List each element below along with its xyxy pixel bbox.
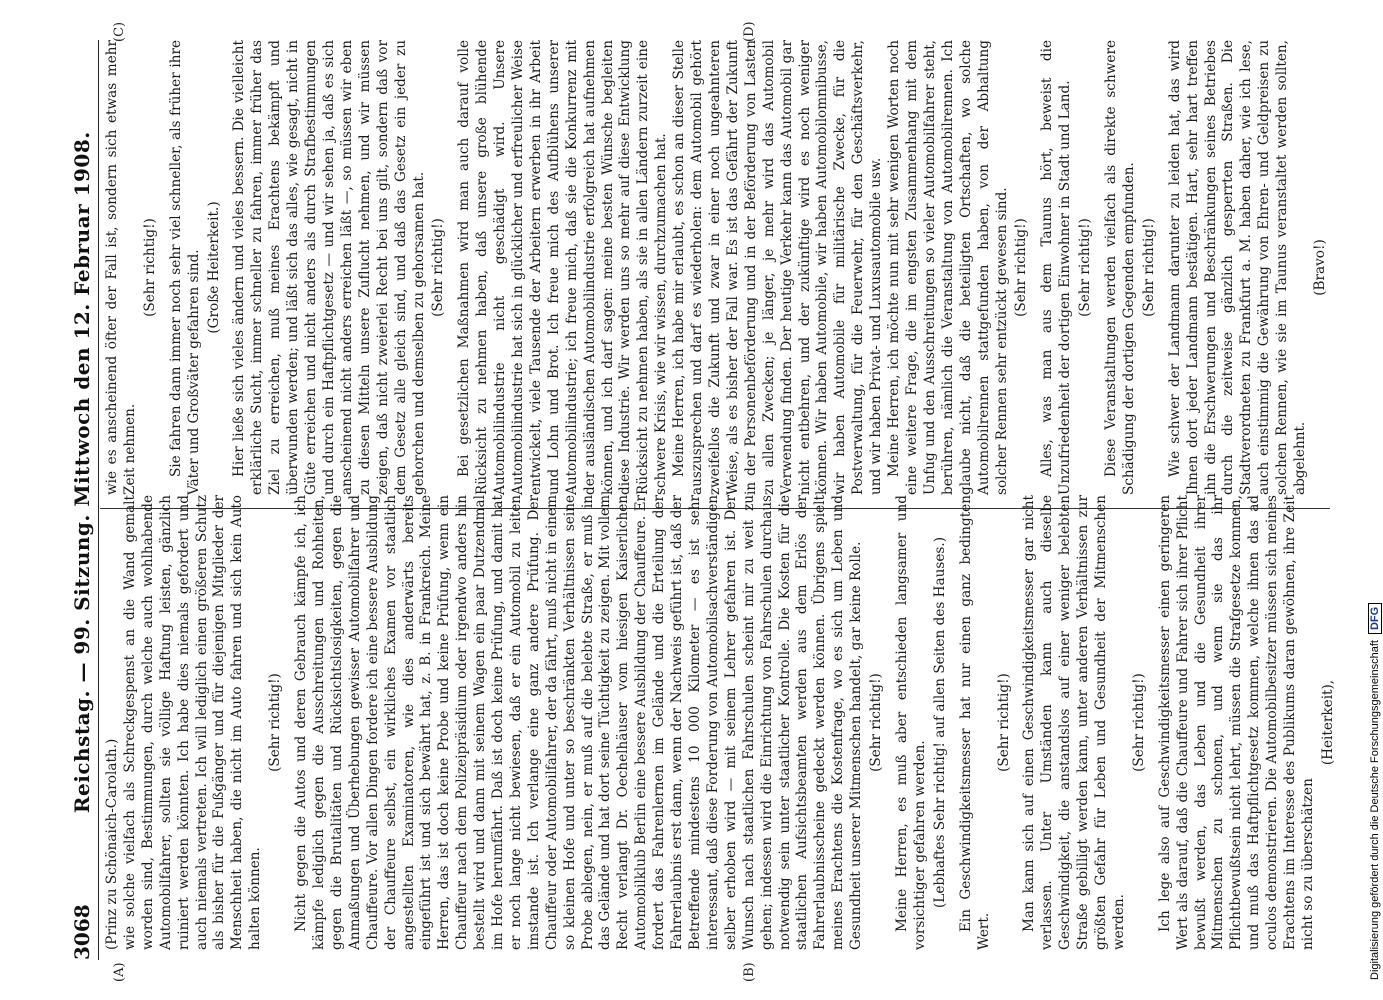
paragraph: Nicht gegen die Autos und deren Gebrauch kämpfe ich, ich kämpfe lediglich gegen die Ausschreitungen und Rohheiten, gegen die Brutalitäten und Rücksichtslosigkeiten, gegen die Anmaßungen und Überhebungen gewisser Automobilfahrer und Chauffeure. Vor allen Dingen fordere ich eine bessere Ausbildung der Chauffeure selbst, ein wirkliches Examen vor staatlich angestellten Examinatoren, wie dies anderwärts bereits eingeführt ist und sich bewährt hat, z. B. in Frankreich. Meine Herren, das ist doch keine Probe und keine Prüfung, wenn ein Chauffeur nach dem Polizeipräsidium oder irgendwo anders hin bestellt wird und dann mit seinem Wagen ein paar Dutzendmal im Hofe herumfährt. Daß ist doch keine Prüfung, und damit hat er noch lange nicht bewiesen, daß er ein Automobil zu leiten imstande ist. Ich verlange eine ganz andere Prüfung. Der Chauffeur oder Automobilfahrer, der da fährt, muß nicht in einem so kleinen Hofe und unter so beschränkten Verhältnissen seine Probe ablegen, nein, er muß auf die belebte Straße, er muß in das Gelände und hat dort seine Tüchtigkeit zu zeigen. Mit vollem Recht verlangt Dr. Oechelhäuser vom hiesigen Kaiserlichen Automobilklub Berlin eine bessere Ausbildung der Chauffeure. Er fordert das Fahrenlernen im Gelände und die Erteilung der Fahrerlaubnis erst dann, wenn der Nachweis geführt ist, daß der Betreffende mindestens 10 000 Kilometer — es ist sehr interessant, daß diese Forderung von Automobilsachverständigen selber erhoben wird — mit seinem Lehrer gefahren ist. Der Wunsch nach staatlichen Fahrschulen scheint mir zu weit zu gehen; indessen wird die Einrichtung von Fahrschulen durchaus notwendig sein unter staatlicher Kontrolle. Die Kosten für die staatlichen Aufsichtsbeamten werden aus dem Erlös der Fahrerlaubnisscheine gedeckt werden können. Übrigens spielt meines Erachtens die Kostenfrage, wo es sich um Leben und Gesundheit unserer Mitmenschen handelt, gar keine Rolle. <box>293 494 865 950</box>
interjection: (Sehr richtig!) <box>267 673 284 772</box>
credit-text: Digitalisierung gefördert durch die Deutsche Forschungsgemeinschaft <box>1369 640 1381 980</box>
interjection: (Heiterkeit), <box>1319 679 1336 766</box>
interjection: (Sehr richtig!) <box>995 673 1012 772</box>
interjection: (Sehr richtig!) <box>868 673 885 772</box>
paragraph: Meine Herren, es muß aber entschieden langsamer und vorsichtiger gefahren werden. <box>893 495 928 950</box>
interjection: (Sehr richtig!) <box>1013 218 1030 317</box>
left-column <box>104 495 1346 950</box>
paragraph: Alles, was man aus dem Taunus hört, beweist die Unzufriedenheit der dortigen Einwohner in Stadt und Land. <box>1039 40 1074 495</box>
interjection: (Große Heiterkeit.) <box>205 201 222 334</box>
page-header <box>64 40 94 960</box>
margin-marker-d: (D) <box>742 21 757 42</box>
printed-page-rotated <box>42 0 1342 1000</box>
paragraph: (Prinz zu Schönaich-Carolath.) <box>104 738 120 950</box>
paragraph: Meine Herren, ich möchte nun mit sehr wenigen Worten noch eine weitere Frage, die im engsten Zusammenhang mit dem Unfug und den Ausschreitungen so vieler Automobilfahrer steht, berühren, nämlich die Veranstaltung von Automobilrennen. Ich glaube nicht, daß die beteiligten Ortschaften, wo solche Automobilrennen stattgefunden haben, von der Abhaltung solcher Rennen sehr entzückt gewesen sind. <box>886 40 1010 495</box>
margin-marker-c: (C) <box>112 21 127 42</box>
digitization-credit <box>1368 0 1382 980</box>
interjection: (Sehr richtig!) <box>141 218 158 317</box>
paragraph: wie es anscheinend öfter der Fall ist, sondern sich etwas mehr Zeit nehmen. <box>104 40 138 495</box>
interjection: (Sehr richtig!) <box>1077 218 1094 317</box>
interjection: (Lebhaftes Sehr richtig! auf allen Seiten des Hauses.) <box>931 537 948 909</box>
header-rule <box>98 40 99 960</box>
dfg-logo: DFG <box>1368 603 1382 634</box>
paragraph: Hier ließe sich vieles ändern und vieles bessern. Die vielleicht erklärliche Sucht, immer schneller zu fahren, immer früher das Ziel zu erreichen, muß meines Erachtens bekämpft und überwunden werden; und läßt sich das alles, wie gesagt, nicht in Güte erreichen und nicht anders als durch Strafbestimmungen und durch ein Haftpflichtgesetz — und wir sehen ja, daß es sich anscheinend nicht anders erreichen läßt —, so müssen wir eben zu diesen Mitteln unsere Zuflucht nehmen, und wir müssen zeigen, daß nicht zweierlei Recht bei uns gilt, sondern daß vor dem Gesetz alle gleich sind, und daß das Gesetz ein jeder zu gehorchen und demselben zu gehorsamen hat. <box>231 40 427 495</box>
interjection: (Bravo!) <box>1312 239 1328 296</box>
paragraph: Meine Herren, ich habe mir erlaubt, es schon an dieser Stelle auszusprechen und darf es wiederholen: dem Automobil gehört zweifellos die Zukunft und zwar in einer noch ungeahnteren Weise, als es bisher der Fall war. Es ist das Gefährt der Zukunft in der Personenbeförderung und in der Beförderung von Lasten zu allen Zwecken; je länger, je mehr wird das Automobil Verwendung finden. Der heutige Verkehr kann das Automobil gar nicht entbehren, und der zukünftige wird es noch weniger können. Wir haben Automobile, wir haben Automobilomnibusse, wir haben Automobile für militärische Zwecke, für die Postverwaltung, für die Feuerwehr, für den Geschäftsverkehr, und wir haben Privat- und Luxusautomobile usw. <box>671 40 885 495</box>
margin-marker-a: (A) <box>112 962 127 982</box>
right-column <box>104 40 1338 495</box>
paragraph: Ein Geschwindigkeitsmesser hat nur einen ganz bedingten Wert. <box>957 495 992 950</box>
interjection: (Sehr richtig!) <box>1140 218 1157 317</box>
page-title: Reichstag. — 99. Sitzung. Mittwoch den 12. Februar 1908. <box>70 131 94 814</box>
paragraph: Bei gesetzlichen Maßnahmen wird man auch darauf volle Rücksicht zu nehmen haben, daß unsere große blühende Automobilindustrie nicht geschädigt wird. Unsere Automobilindustrie hat sich in glücklicher und erfreulicher Weise entwickelt, viele Tausende der Arbeitern erwerben in ihr Arbeit und Lohn und Brot. Ich freue mich des Aufblühens unserer Automobilindustrie; ich freue mich, daß sie die Konkurrenz mit der ausländischen Automobilindustrie erfolgreich hat aufnehmen können, und ich darf sagen: meine besten Wünsche begleiten diese Industrie. Wir werden uns so mehr auf diese Entwicklung Rücksicht zu nehmen haben, als sie in allen Ländern zurzeit eine schwere Krisis, wie wir wissen, durchzumachen hat. <box>456 40 670 495</box>
margin-marker-b: (B) <box>742 962 757 982</box>
paragraph: Sie fahren dann immer noch sehr viel schneller, als früher ihre Väter und Großväter gefahren sind. <box>167 40 202 495</box>
paragraph: Ich lege also auf Geschwindigkeitsmesser einen geringeren Wert als darauf, daß die Chauffeure und Fahrer sich ihrer Pflicht bewußt werden, das Leben und die Gesundheit ihrer Mitmenschen zu schonen, und wenn sie das ihr Pflichtbewußtsein nicht lehrt, müssen die Strafgesetze kommen, und muß das Haftpflichtgesetz kommen, welche ihnen das ad oculos demonstrieren. Die Automobilbesitzer müssen sich meines Erachtens im Interesse des Publikums daran gewöhnen, ihre Zeit nicht so zu überschätzen <box>1156 495 1316 950</box>
interjection: (Sehr richtig!) <box>1130 673 1147 772</box>
paragraph: Man kann sich auf einen Geschwindigkeitsmesser gar nicht verlassen. Unter Umständen kann auch dieselbe Geschwindigkeit, die anstandslos auf einer weniger belebten Straße gebilligt werden kann, unter anderen Verhältnissen zur größten Gefahr für Leben und Gesundheit der Mitmenschen werden. <box>1021 495 1127 950</box>
paragraph: wie solche vielfach als Schreckgespenst an die Wand gemalt worden sind, Bestimmungen, durch welche auch wohlhabende Automobilfahrer, sollten sie völlige Haftung leisten, gänzlich ruiniert werden könnten. Ich habe dies niemals gefordert und auch niemals vertreten. Ich will lediglich einen größeren Schutz als bisher für die Fußgänger und für diejenigen Mitglieder der Menschheit haben, die nicht im Auto fahren und sich kein Auto halten können. <box>121 495 264 950</box>
paragraph: Diese Veranstaltungen werden vielfach als direkte schwere Schädigung der dortigen Gegenden empfunden. <box>1103 40 1137 495</box>
paragraph: Wie schwer der Landmann darunter zu leiden hat, das wird Ihnen dort jeder Landmann bestätigen. Hart, sehr hart treffen ihn die Erschwerungen und Beschränkungen seines Betriebes durch die zeitweise gänzlich gesperrten Straßen. Die Stadtverordneten zu Frankfurt a. M. haben daher, wie ich lese, auch einstimmig die Gewährung von Ehren- und Geldpreisen zu solchen Rennen, wie sie im Taunus veranstaltet werden sollten, abgelehnt. <box>1166 40 1309 495</box>
page-number: 3068 <box>70 904 94 960</box>
interjection: (Sehr richtig!) <box>430 218 447 317</box>
